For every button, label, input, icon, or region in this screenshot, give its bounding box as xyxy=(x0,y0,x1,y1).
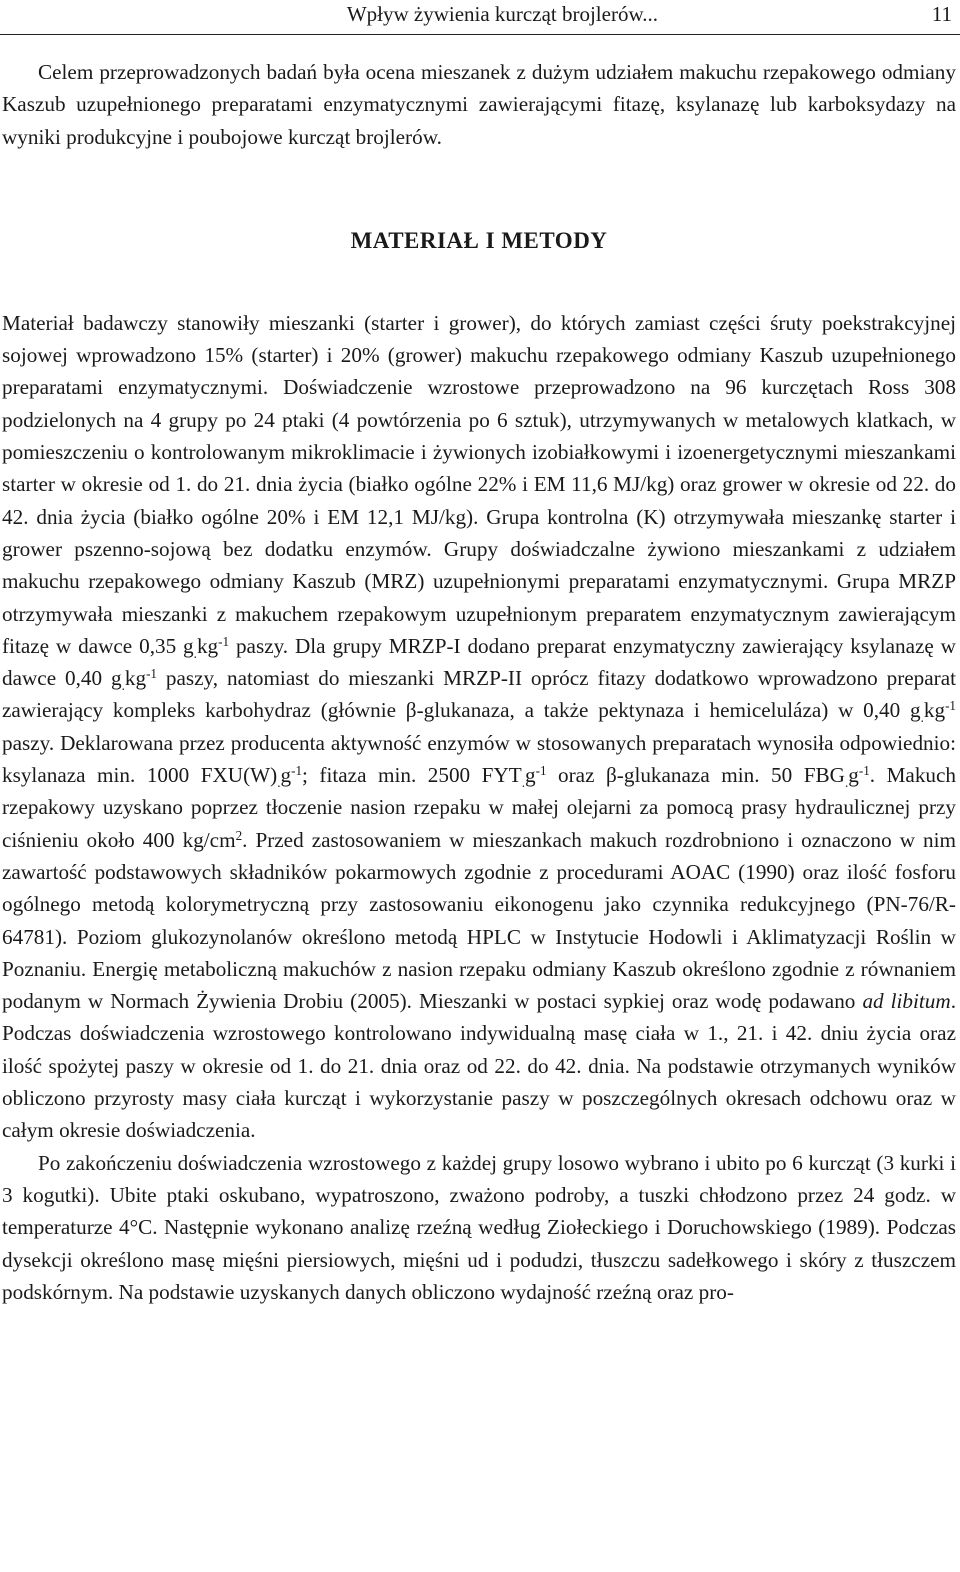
methods-text: . Makuch rzepakowy uzyskano poprzez tłoczenie nasion rzepaku w małej olejarni za pomocą prasy hydraulicznej przy ciśnieniu około 400 kg/cm xyxy=(2,763,957,852)
unit-dot: . xyxy=(121,678,125,694)
final-paragraph: Po zakończeniu doświadczenia wzrostowego z każdej grupy losowo wybrano i ubito po 6 kurcząt (3 kurki i 3 kogutki). Ubite ptaki oskubano, wypatroszono, zważono podroby, a tuszki chłodzono przez 24 godz. w temperaturze 4°C. Następnie wykonano analizę rzeźną według Ziołeckiego i Doruchowskiego (1989). Podczas dysekcji określono masę mięśni piersiowych, mięśni ud i podudzi, tłuszczu sadełkowego i skóry z tłuszczem podskórnym. Na podstawie uzyskanych danych obliczono wydajność rzeźną oraz pro- xyxy=(2,1150,956,1304)
unit-dot: . xyxy=(844,775,849,791)
exponent: -1 xyxy=(945,698,956,714)
unit-dot: . xyxy=(193,646,197,662)
methods-text: paszy. Dla grupy MRZP-I dodano preparat enzymatyczny zawierający ksylanazę w dawce 0,40 g xyxy=(2,633,956,691)
methods-paragraph xyxy=(2,307,956,1147)
running-title: Wpływ żywienia kurcząt brojlerów... xyxy=(346,2,658,26)
page-content xyxy=(2,56,956,1308)
italic-term: ad libitum xyxy=(862,989,951,1014)
methods-text: . Podczas doświadczenia wzrostowego kontrolowano indywidualną masę ciała w 1., 21. i 42. dniu życia oraz ilość spożytej paszy w okresie od 1. do 21. dnia oraz od 22. do 42. dnia. Na podstawie otrzymanych wyników obliczono przyrosty masy ciała kurcząt i wykorzystanie paszy w poszczególnych okresach odchowu oraz w całym okresie doświadczenia. xyxy=(2,989,956,1143)
methods-text: oraz β-glukanaza min. 50 FBG xyxy=(546,763,845,788)
exponent: -1 xyxy=(535,762,547,778)
methods-text: . Przed zastosowaniem w mieszankach makuch rozdrobniono i oznaczono w nim zawartość podstawowych składników pokarmowych zgodnie z procedurami AOAC (1990) oraz ilość fosforu ogólnego metodą kolorymetryczną przy zastosowaniu eikonogenu jako czynnika redukcyjnego (PN-76/R-64781). Poziom glukozynolanów określono metodą HPLC w Instytucie Hodowli i Aklimatyzacji Roślin w Poznaniu. Energię metaboliczną makuchów z nasion rzepaku odmiany Kaszub określono zgodnie z równaniem podanym w Normach Żywienia Drobiu (2005). Mieszanki w postaci sypkiej oraz wodę podawano xyxy=(2,827,956,1014)
unit-dot: . xyxy=(277,775,281,791)
methods-text: paszy, natomiast do mieszanki MRZP-II oprócz fitazy dodatkowo wprowadzono preparat zawierający kompleks karbohydraz (głównie β-glukanaza, a także pektynaza i hemiceluláza) w 0,40 g xyxy=(2,666,956,723)
unit-kg: kg xyxy=(923,698,946,723)
unit-g: g xyxy=(280,763,292,788)
methods-text: ; fitaza min. 2500 FYT xyxy=(302,763,522,788)
exponent: 2 xyxy=(235,827,243,843)
exponent: -1 xyxy=(291,762,303,778)
exponent: -1 xyxy=(146,665,157,681)
unit-g: g xyxy=(848,763,859,788)
unit-kg: kg xyxy=(196,633,219,658)
methods-text: Materiał badawczy stanowiły mieszanki (starter i grower), do których zamiast części śruty poekstrakcyjnej sojowej wprowadzono 15% (starter) i 20% (grower) makuchu rzepakowego odmiany Kaszub uzupełnionego preparatami enzymatycznymi. Doświadczenie wzrostowe przeprowadzono na 96 kurczętach Ross 308 podzielonych na 4 grupy po 24 ptaki (4 powtórzenia po 6 sztuk), utrzymywanych w metalowych klatkach, w pomieszczeniu o kontrolowanym mikroklimacie i żywionych izobiałkowymi i izoenergetycznymi mieszankami starter w okresie od 1. do 21. dnia życia (białko ogólne 22% i EM 11,6 MJ/kg) oraz grower w okresie od 22. do 42. dnia życia (białko ogólne 20% i EM 12,1 MJ/kg). Grupa kontrolna (K) otrzymywała mieszankę starter i grower pszenno-sojową bez dodatku enzymów. Grupy doświadczalne żywiono mieszankami z udziałem makuchu rzepakowego odmiany Kaszub (MRZ) uzupełnionymi preparatami enzymatycznymi. Grupa MRZP otrzymywała mieszanki z makuchem rzepakowym uzupełnionym preparatem enzymatycznym zawierającym fitazę w dawce 0,35 g xyxy=(2,310,956,658)
unit-kg: kg xyxy=(124,666,147,691)
unit-dot: . xyxy=(920,710,924,726)
exponent: -1 xyxy=(218,633,230,649)
unit-g: g xyxy=(524,763,536,788)
running-header xyxy=(0,0,960,35)
exponent: -1 xyxy=(858,762,870,778)
methods-text: paszy. Deklarowana przez producenta aktywność enzymów w stosowanych preparatach wynosiła odpowiednio: ksylanaza min. 1000 FXU(W) xyxy=(2,730,956,788)
intro-paragraph: Celem przeprowadzonych badań była ocena mieszanek z dużym udziałem makuchu rzepakowego odmiany Kaszub uzupełnionego preparatami enzymatycznymi zawierającymi fitazę, ksylanazę lub karboksydazy na wyniki produkcyjne i poubojowe kurcząt brojlerów. xyxy=(2,60,956,149)
unit-dot: . xyxy=(521,775,525,791)
section-heading: MATERIAŁ I METODY xyxy=(350,227,608,253)
page-number: 11 xyxy=(931,2,952,26)
